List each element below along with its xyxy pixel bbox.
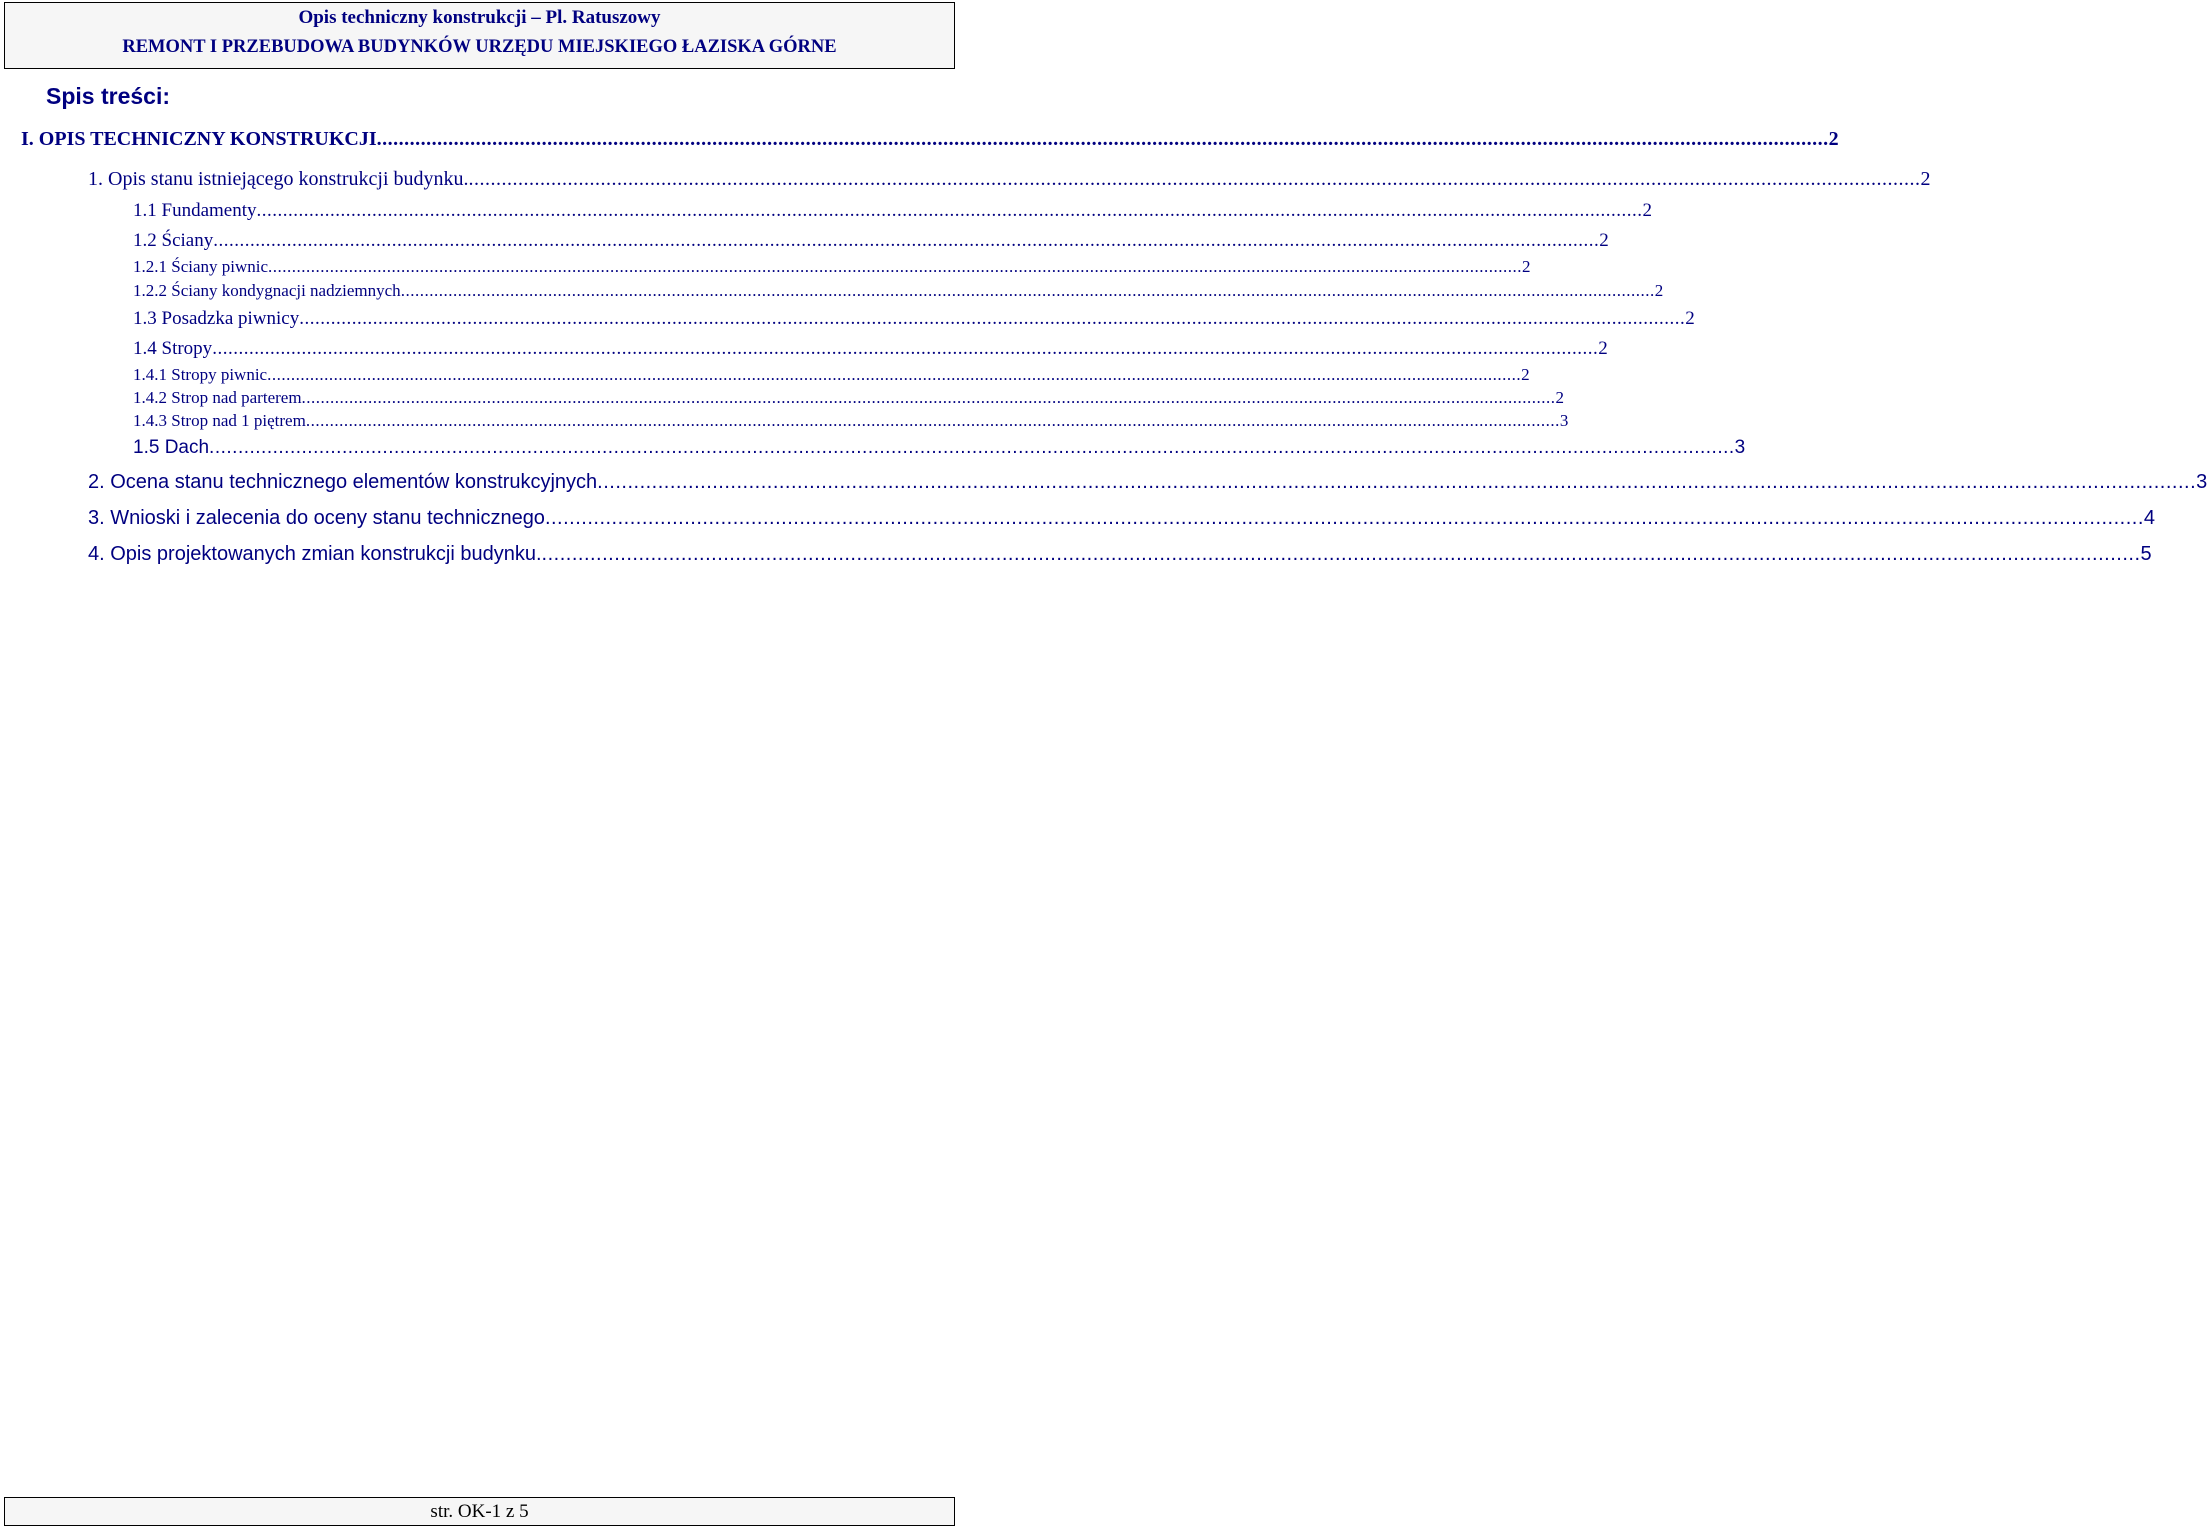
page-header [4, 2, 955, 69]
toc-entry[interactable]: I. OPIS TECHNICZNY KONSTRUKCJI ........................................................................................................................................................................................................................................................................ 2 [21, 128, 1839, 150]
page-number: str. OK-1 z 5 [430, 1501, 529, 1522]
toc-entry[interactable]: 1.4.3 Strop nad 1 piętrem ........................................................................................................................................................................................................................................................................ 3 [133, 411, 1569, 430]
toc-title: Spis treści: [46, 83, 170, 109]
toc-entry[interactable]: 4. Opis projektowanych zmian konstrukcji budynku. ........................................................................................................................................................................................................................................................................ 5 [88, 543, 2152, 565]
toc-entry[interactable]: 1.3 Posadzka piwnicy ........................................................................................................................................................................................................................................................................ 2 [133, 308, 1695, 329]
toc-entry[interactable]: 1.2.2 Ściany kondygnacji nadziemnych ........................................................................................................................................................................................................................................................................ 2 [133, 281, 1664, 300]
toc-entry[interactable]: 1. Opis stanu istniejącego konstrukcji budynku. ........................................................................................................................................................................................................................................................................ 2 [88, 168, 1931, 190]
toc-entry[interactable]: 1.4 Stropy ........................................................................................................................................................................................................................................................................ 2 [133, 338, 1608, 359]
toc-entry[interactable]: 1.1 Fundamenty ........................................................................................................................................................................................................................................................................ 2 [133, 200, 1652, 221]
header-document-title: Opis techniczny konstrukcji – Pl. Ratuszowy [298, 7, 661, 28]
header-project-title: REMONT I PRZEBUDOWA BUDYNKÓW URZĘDU MIEJSKIEGO ŁAZISKA GÓRNE [122, 37, 837, 57]
toc-entry[interactable]: 1.2.1 Ściany piwnic ........................................................................................................................................................................................................................................................................ 2 [133, 257, 1531, 276]
toc-entry[interactable]: 1.5 Dach ........................................................................................................................................................................................................................................................................ 3 [133, 437, 1746, 458]
toc-entry[interactable]: 1.4.1 Stropy piwnic ........................................................................................................................................................................................................................................................................ 2 [133, 365, 1530, 384]
toc-entry[interactable]: 3. Wnioski i zalecenia do oceny stanu technicznego ........................................................................................................................................................................................................................................................................ 4 [88, 507, 2156, 529]
page-footer [4, 1497, 955, 1526]
toc-entry[interactable]: 1.4.2 Strop nad parterem ........................................................................................................................................................................................................................................................................ 2 [133, 388, 1565, 407]
toc-entry[interactable]: 2. Ocena stanu technicznego elementów konstrukcyjnych ........................................................................................................................................................................................................................................................................ 3 [88, 471, 2207, 493]
toc-entry[interactable]: 1.2 Ściany ........................................................................................................................................................................................................................................................................ 2 [133, 230, 1609, 251]
